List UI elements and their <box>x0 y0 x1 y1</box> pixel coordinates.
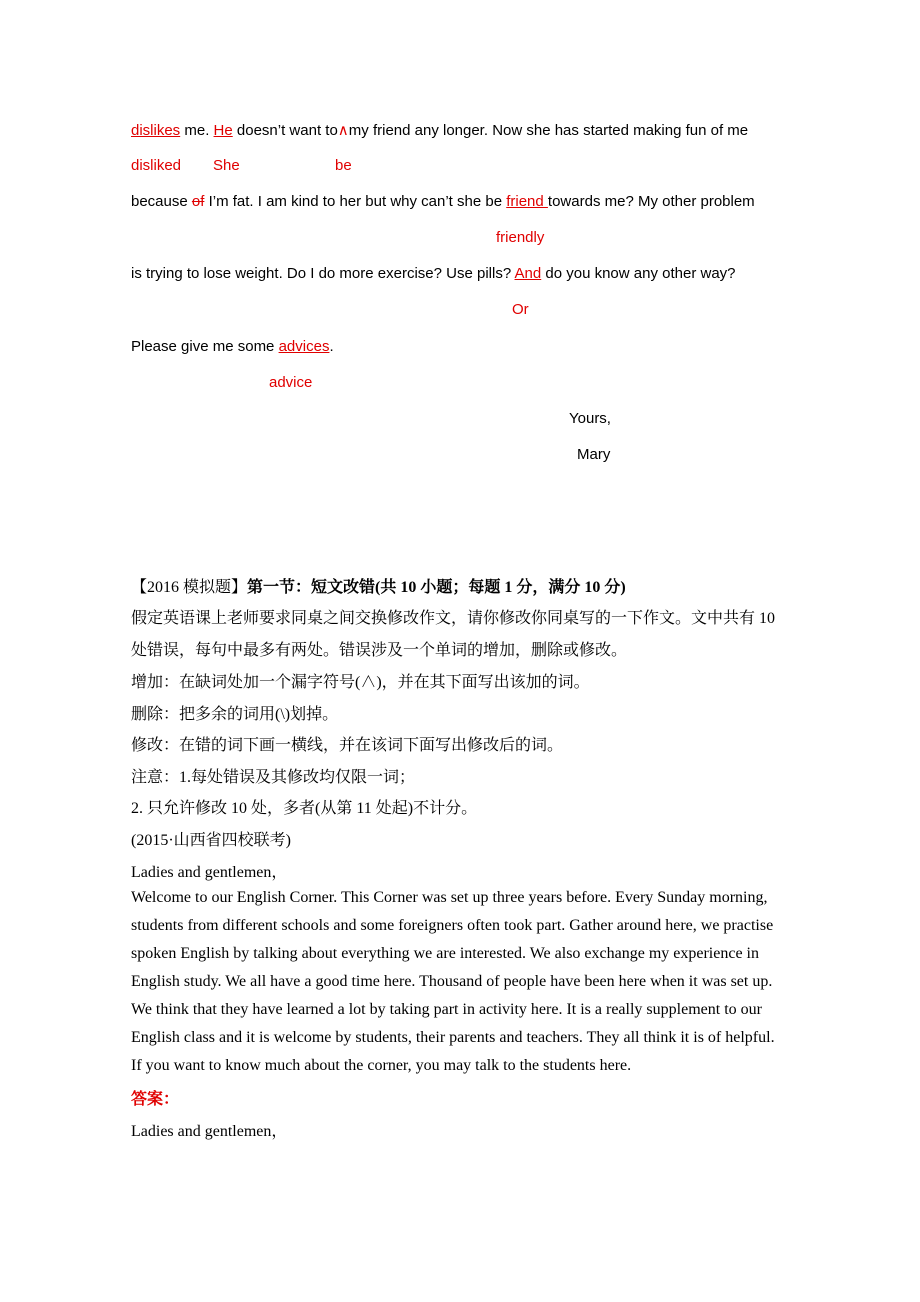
correction: Or <box>512 301 529 318</box>
text: towards me? My other problem <box>547 193 755 210</box>
passage-line: English class and it is welcome by students, their parents and teachers. They all think it is of helpful. <box>131 1029 775 1046</box>
exercise-header <box>131 574 626 597</box>
text: is trying to lose weight. Do I do more exercise? Use pills? <box>131 265 515 282</box>
text: my friend any longer. Now she has started making fun of me <box>348 122 749 139</box>
passage-greeting: Ladies and gentlemen， <box>131 864 288 881</box>
rule-delete: 删除：把多余的词用(\)划掉。 <box>131 706 339 723</box>
letter-line-4 <box>131 338 334 355</box>
note-line: 注意：1.每处错误及其修改均仅限一词； <box>131 769 416 786</box>
text: doesn’t want to <box>232 122 338 139</box>
correction: She <box>213 157 240 174</box>
error-word: He <box>213 122 233 139</box>
letter-closing: Yours, <box>569 410 611 427</box>
answer-label: 答案： <box>131 1091 180 1108</box>
error-word: dislikes <box>131 122 181 139</box>
error-word: And <box>514 265 542 282</box>
correction: be <box>335 157 352 174</box>
passage-line: Welcome to our English Corner. This Corner was set up three years before. Every Sunday morning, <box>131 889 768 906</box>
correction: friendly <box>496 229 545 246</box>
instruction-line: 假定英语课上老师要求同桌之间交换修改作文，请你修改你同桌写的一下作文。文中共有 10 <box>131 610 776 627</box>
error-word: friend <box>506 193 548 210</box>
rule-modify: 修改：在错的词下画一横线，并在该词下面写出修改后的词。 <box>131 737 564 754</box>
deleted-word: of <box>191 193 205 210</box>
passage-line: We think that they have learned a lot by taking part in activity here. It is a really supplement to our <box>131 1001 762 1018</box>
text: . <box>329 338 334 355</box>
rule-add: 增加：在缺词处加一个漏字符号(∧)，并在其下面写出该加的词。 <box>131 674 590 691</box>
insert-caret: ∧ <box>337 122 349 139</box>
correction: disliked <box>131 157 182 174</box>
text: I’m fat. I am kind to her but why can’t she be <box>204 193 507 210</box>
answer-greeting: Ladies and gentlemen， <box>131 1123 288 1140</box>
header-title: 第一节：短文改错(共 10 小题；每题 1 分，满分 10 分) <box>247 579 626 596</box>
passage-line: spoken English by talking about everything we are interested. We also exchange my experience in <box>131 945 759 962</box>
source-line: (2015·山西省四校联考) <box>131 832 291 849</box>
passage-line: English study. We all have a good time here. Thousand of people have been here when it was set up. <box>131 973 773 990</box>
text: Please give me some <box>131 338 279 355</box>
letter-signature: Mary <box>577 446 611 463</box>
letter-line-3 <box>131 265 736 282</box>
note-line: 2. 只允许修改 10 处，多者(从第 11 处起)不计分。 <box>131 800 478 817</box>
error-word: advices <box>278 338 330 355</box>
letter-line-1 <box>131 121 748 139</box>
text: me. <box>180 122 214 139</box>
passage-line: students from different schools and some foreigners often took part. Gather around here, we practise <box>131 917 774 934</box>
text: because <box>131 193 192 210</box>
instruction-line: 处错误，每句中最多有两处。错误涉及一个单词的增加，删除或修改。 <box>131 642 628 659</box>
letter-line-2 <box>131 193 755 210</box>
header-tag: 【2016 模拟题】 <box>131 579 248 596</box>
text: do you know any other way? <box>541 265 736 282</box>
passage-line: If you want to know much about the corner, you may talk to the students here. <box>131 1057 632 1074</box>
correction: advice <box>269 374 313 391</box>
